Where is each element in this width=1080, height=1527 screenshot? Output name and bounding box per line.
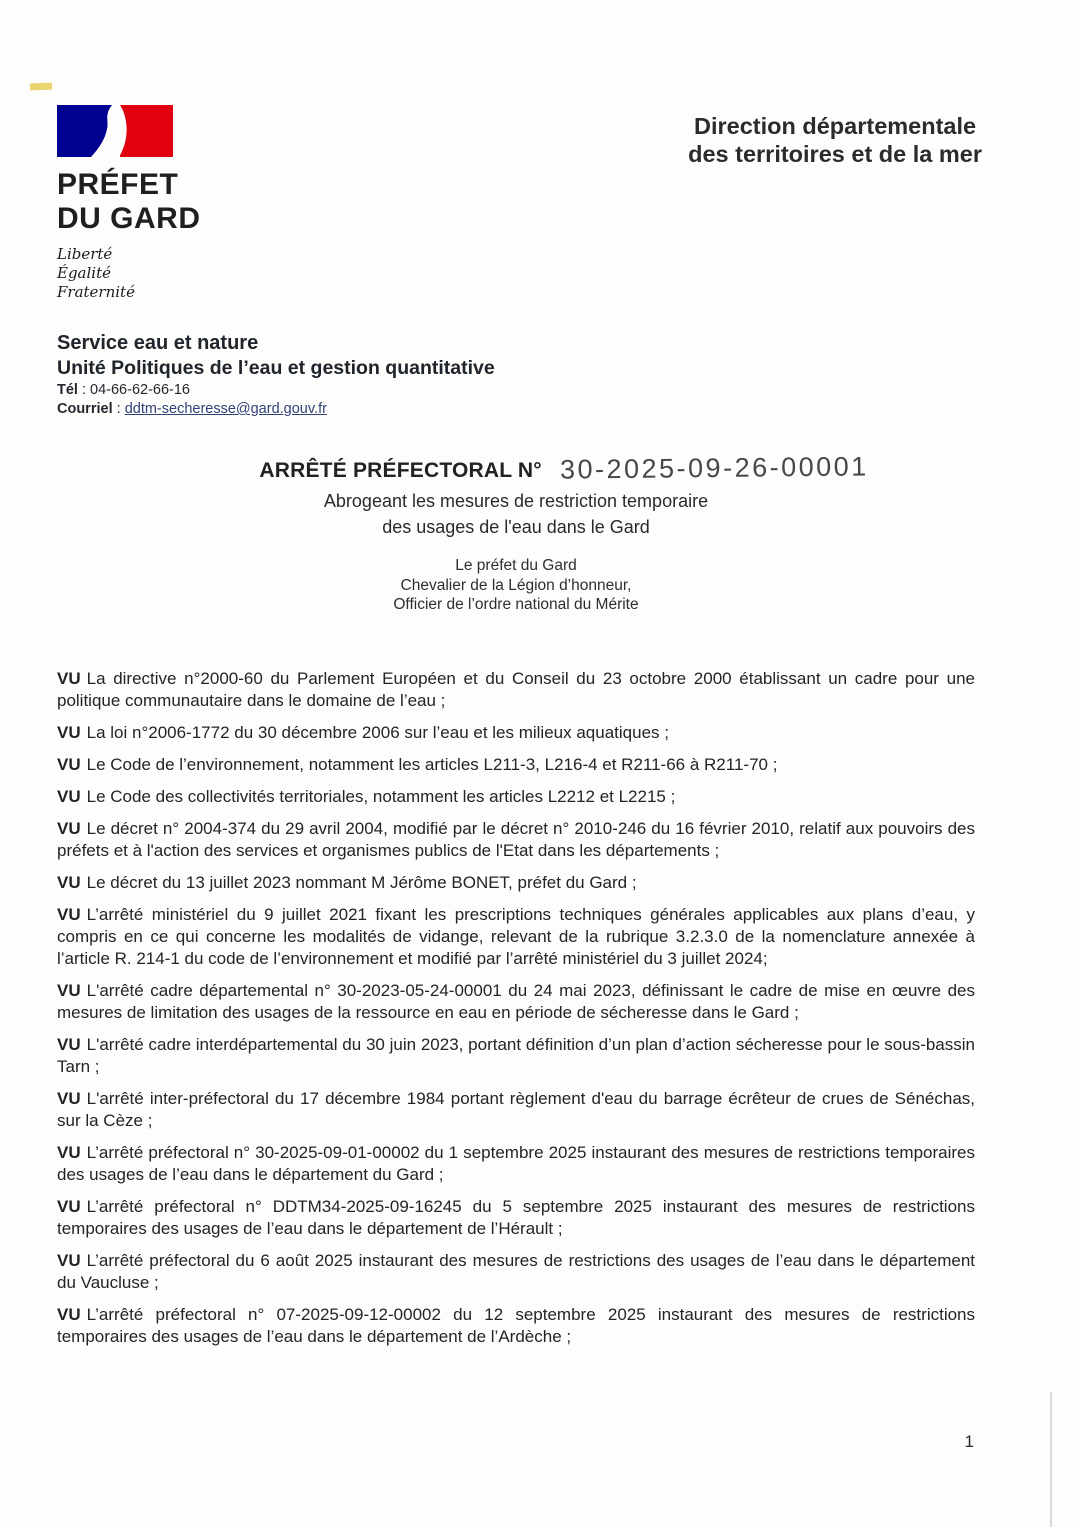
motto-liberte: Liberté bbox=[57, 245, 113, 263]
decree-subtitle bbox=[57, 488, 975, 540]
vu-label: VU bbox=[57, 981, 81, 1000]
vu-text: L'arrêté cadre interdépartemental du 30 juin 2023, portant définition d’un plan d’action sécheresse pour le sous-bassin Tarn ; bbox=[57, 1035, 975, 1076]
scan-artifact-edge-line bbox=[1050, 1392, 1052, 1527]
marianne-flag-icon bbox=[57, 105, 175, 161]
page-number: 1 bbox=[964, 1432, 974, 1451]
decree-number-row bbox=[105, 453, 1023, 484]
vu-paragraph-1 bbox=[57, 668, 975, 712]
direction-line-1: Direction départementale bbox=[694, 113, 977, 139]
vu-label: VU bbox=[57, 669, 81, 688]
vu-label: VU bbox=[57, 1251, 81, 1270]
vu-label: VU bbox=[57, 905, 81, 924]
vu-paragraph-5 bbox=[57, 818, 975, 862]
vu-paragraph-8 bbox=[57, 980, 975, 1024]
phone-value: : 04-66-62-66-16 bbox=[77, 382, 190, 398]
vu-label: VU bbox=[57, 1143, 81, 1162]
vu-paragraph-9 bbox=[57, 1034, 975, 1078]
brand-line-2: DU GARD bbox=[57, 202, 201, 235]
vu-label: VU bbox=[57, 755, 81, 774]
vu-paragraph-6 bbox=[57, 872, 975, 894]
preamble-line-3: Officier de l’ordre national du Mérite bbox=[393, 596, 639, 613]
vu-paragraph-4 bbox=[57, 786, 975, 808]
vu-paragraph-14 bbox=[57, 1304, 975, 1348]
service-contact-block bbox=[57, 331, 495, 419]
decree-subtitle-line-1: Abrogeant les mesures de restriction temporaire bbox=[323, 491, 709, 511]
preamble-line-1: Le préfet du Gard bbox=[455, 557, 577, 574]
vu-label: VU bbox=[57, 873, 81, 892]
vu-text: La loi n°2006-1772 du 30 décembre 2006 sur l’eau et les milieux aquatiques ; bbox=[86, 723, 669, 742]
email-link[interactable]: ddtm-secheresse@gard.gouv.fr bbox=[124, 401, 327, 417]
vu-text: L'arrêté inter-préfectoral du 17 décembre 1984 portant règlement d'eau du barrage écrêteur de crues de Sénéchas, sur la Cèze ; bbox=[57, 1089, 975, 1130]
phone-label: Tél bbox=[57, 382, 78, 398]
decree-subtitle-line-2: des usages de l'eau dans le Gard bbox=[382, 517, 650, 537]
vu-paragraph-7 bbox=[57, 904, 975, 970]
vu-paragraph-2 bbox=[57, 722, 975, 744]
direction-line-2: des territoires et de la mer bbox=[688, 141, 982, 167]
service-unit: Unité Politiques de l’eau et gestion quantitative bbox=[57, 357, 495, 379]
phone-line bbox=[57, 381, 495, 400]
prefect-preamble bbox=[57, 556, 975, 615]
vu-paragraph-10 bbox=[57, 1088, 975, 1132]
email-separator: : bbox=[112, 401, 125, 417]
vu-label: VU bbox=[57, 1035, 81, 1054]
vu-paragraph-11 bbox=[57, 1142, 975, 1186]
decree-title-block bbox=[57, 453, 975, 615]
vu-text: Le décret n° 2004-374 du 29 avril 2004, modifié par le décret n° 2010-246 du 16 février 2010, relatif aux pouvoirs des préfets et à l'action des services et organismes publics de l'Etat dans les départements ; bbox=[57, 819, 975, 860]
vu-text: Le Code de l’environnement, notamment les articles L211-3, L216-4 et R211-66 à R211-70 ; bbox=[86, 755, 778, 774]
vu-text: L'arrêté cadre départemental n° 30-2023-05-24-00001 du 24 mai 2023, définissant le cadre de mise en œuvre des mesures de limitation des usages de la ressource en eau en période de sécheresse dans le Gard ; bbox=[57, 981, 975, 1022]
prefecture-logo-block bbox=[57, 105, 377, 302]
vu-text: L’arrêté ministériel du 9 juillet 2021 fixant les prescriptions techniques générales applicables aux plans d’eau, y compris en ce qui concerne les modalités de vidange, relevant de la rubrique 3.2.3.0 de la nomenclature annexée à l’article R. 214-1 du code de l’environnement et modifié par l’arrêté ministériel du 3 juillet 2024; bbox=[57, 905, 975, 968]
vu-label: VU bbox=[57, 1089, 81, 1108]
vu-text: L’arrêté préfectoral du 6 août 2025 instaurant des mesures de restrictions des usages de l’eau dans le département du Vaucluse ; bbox=[57, 1251, 975, 1292]
scan-artifact-yellow-mark bbox=[30, 83, 52, 91]
preamble-line-2: Chevalier de la Légion d’honneur, bbox=[400, 576, 632, 594]
vu-label: VU bbox=[57, 787, 81, 806]
vu-paragraph-12 bbox=[57, 1196, 975, 1240]
vu-label: VU bbox=[57, 819, 81, 838]
motto-egalite: Égalité bbox=[57, 264, 111, 282]
vu-label: VU bbox=[57, 1197, 81, 1216]
vu-text: La directive n°2000-60 du Parlement Européen et du Conseil du 23 octobre 2000 établissant un cadre pour une politique communautaire dans le domaine de l’eau ; bbox=[57, 669, 975, 710]
vu-paragraph-3 bbox=[57, 754, 975, 776]
vu-paragraph-13 bbox=[57, 1250, 975, 1294]
email-line bbox=[57, 400, 495, 419]
decree-number-handwritten: 30-2025-09-26-00001 bbox=[559, 451, 869, 485]
email-label: Courriel bbox=[57, 401, 113, 417]
direction-title bbox=[688, 112, 982, 168]
decree-title-label: ARRÊTÉ PRÉFECTORAL N° bbox=[259, 459, 542, 482]
prefecture-brand-name bbox=[57, 168, 377, 236]
republic-motto bbox=[57, 245, 377, 302]
vu-text: L’arrêté préfectoral n° 07-2025-09-12-00002 du 12 septembre 2025 instaurant des mesures de restrictions temporaires des usages de l’eau dans le département de l’Ardèche ; bbox=[57, 1305, 975, 1346]
motto-fraternite: Fraternité bbox=[57, 283, 135, 301]
service-name: Service eau et nature bbox=[57, 332, 259, 354]
vu-recitals-section bbox=[57, 668, 975, 1358]
vu-text: L’arrêté préfectoral n° DDTM34-2025-09-16245 du 5 septembre 2025 instaurant des mesures de restrictions temporaires des usages de l’eau dans le département de l’Hérault ; bbox=[57, 1197, 975, 1238]
brand-line-1: PRÉFET bbox=[57, 168, 179, 201]
vu-label: VU bbox=[57, 1305, 81, 1324]
vu-label: VU bbox=[57, 723, 81, 742]
vu-text: Le décret du 13 juillet 2023 nommant M Jérôme BONET, préfet du Gard ; bbox=[86, 873, 637, 892]
vu-text: L’arrêté préfectoral n° 30-2025-09-01-00002 du 1 septembre 2025 instaurant des mesures de restrictions temporaires des usages de l’eau dans le département du Gard ; bbox=[57, 1143, 975, 1184]
vu-text: Le Code des collectivités territoriales, notamment les articles L2212 et L2215 ; bbox=[86, 787, 676, 806]
